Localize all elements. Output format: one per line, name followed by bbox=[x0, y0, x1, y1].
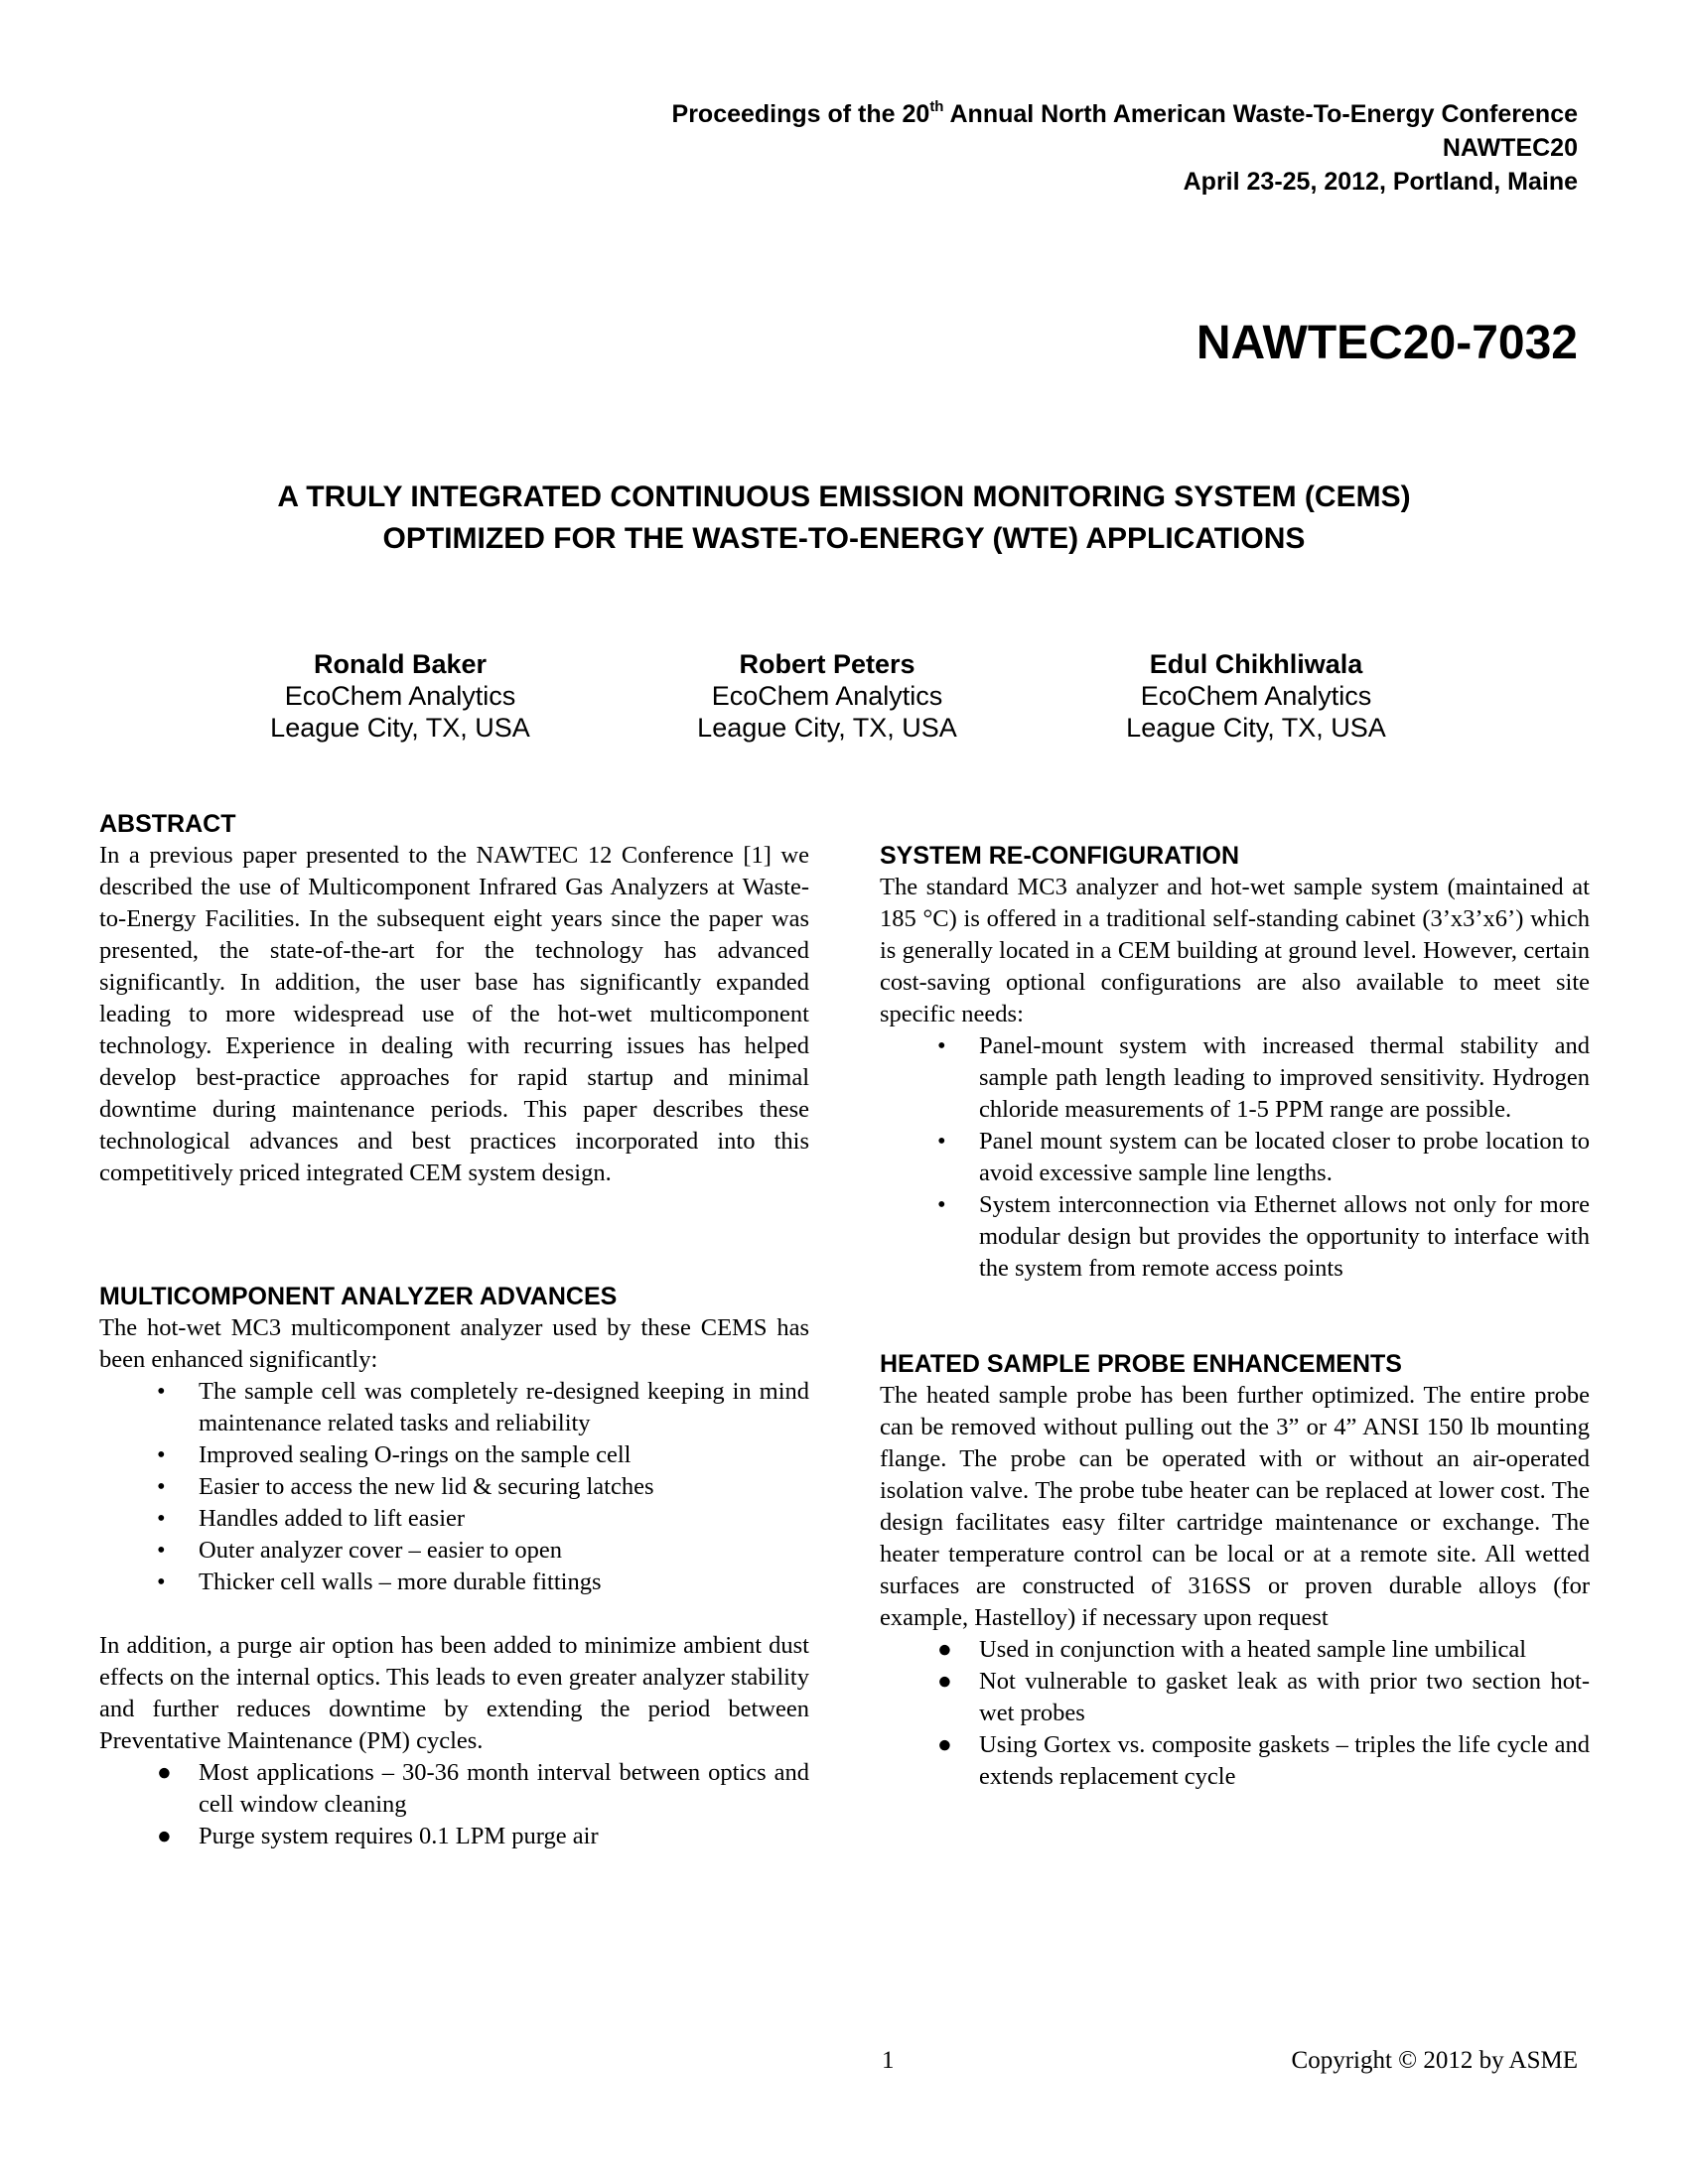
list-item: • Handles added to lift easier bbox=[99, 1503, 809, 1535]
conference-line-1: Proceedings of the 20th Annual North American Waste-To-Energy Conference bbox=[671, 97, 1578, 128]
author-location: League City, TX, USA bbox=[1126, 713, 1386, 743]
abstract-text: In a previous paper presented to the NAWTEC 12 Conference [1] we described the use of Multicomponent Infrared Gas Analyzers at Waste-to-Energy Facilities. In the subsequent eight years since the paper was presented, the state-of-the-art for the technology has advanced significantly. In addition, the user base has significantly expanded leading to more widespread use of the hot-wet multicomponent technology. Experience in dealing with recurring issues has helped develop best-practice approaches for rapid startup and minimal downtime during maintenance periods. This paper describes these technological advances and best practices incorporated into this competitively priced integrated CEM system design. bbox=[99, 842, 809, 1186]
bullet-icon: • bbox=[157, 1473, 166, 1500]
bullet-icon: ● bbox=[157, 1759, 172, 1786]
list-item: • Easier to access the new lid & securing latches bbox=[99, 1471, 809, 1503]
conference-line-3: April 23-25, 2012, Portland, Maine bbox=[1183, 168, 1578, 196]
probe-bullet-list bbox=[880, 1634, 1590, 1793]
analyzer-bullet-list-2 bbox=[99, 1757, 809, 1852]
author-name: Ronald Baker bbox=[313, 649, 488, 679]
author-affiliation: EcoChem Analytics bbox=[284, 681, 516, 711]
author-location: League City, TX, USA bbox=[697, 713, 957, 743]
list-item: • Thicker cell walls – more durable fittings bbox=[99, 1567, 809, 1598]
page-number: 1 bbox=[882, 2047, 895, 2074]
author-1 bbox=[192, 648, 609, 744]
list-item: ● Used in conjunction with a heated sample line umbilical bbox=[880, 1634, 1590, 1666]
reconfig-heading: SYSTEM RE-CONFIGURATION bbox=[880, 842, 1240, 870]
author-2 bbox=[619, 648, 1036, 744]
analyzer-intro: The hot-wet MC3 multicomponent analyzer used by these CEMS has been enhanced significantly: bbox=[99, 1314, 809, 1373]
author-location: League City, TX, USA bbox=[270, 713, 530, 743]
conference-line-2: NAWTEC20 bbox=[1442, 134, 1578, 162]
bullet-icon: ● bbox=[937, 1731, 952, 1758]
right-column bbox=[880, 840, 1590, 1793]
bullet-icon: • bbox=[937, 1191, 946, 1218]
analyzer-paragraph-2: In addition, a purge air option has been added to minimize ambient dust effects on the internal optics. This leads to even greater analyzer stability and further reduces downtime by extending the period between Preventative Maintenance (PM) cycles. bbox=[99, 1632, 809, 1754]
list-item: ● Using Gortex vs. composite gaskets – triples the life cycle and extends replacement cycle bbox=[937, 1731, 1590, 1790]
left-column bbox=[99, 808, 809, 1852]
probe-heading: HEATED SAMPLE PROBE ENHANCEMENTS bbox=[880, 1350, 1402, 1378]
bullet-icon: • bbox=[937, 1128, 946, 1155]
conference-header bbox=[486, 97, 1578, 199]
list-item: • System interconnection via Ethernet allows not only for more modular design but provides the opportunity to interface with the system from remote access points bbox=[937, 1191, 1590, 1282]
bullet-icon: • bbox=[157, 1378, 166, 1405]
list-item: • The sample cell was completely re-designed keeping in mind maintenance related tasks and reliability bbox=[157, 1378, 809, 1436]
analyzer-bullet-list bbox=[99, 1376, 809, 1598]
list-item: • Outer analyzer cover – easier to open bbox=[99, 1535, 809, 1567]
bullet-icon: • bbox=[157, 1569, 166, 1595]
bullet-icon: • bbox=[937, 1032, 946, 1059]
author-affiliation: EcoChem Analytics bbox=[711, 681, 943, 711]
reconfig-bullet-list bbox=[880, 1030, 1590, 1285]
paper-title bbox=[99, 477, 1589, 560]
abstract-heading: ABSTRACT bbox=[99, 810, 236, 838]
title-line-2: OPTIMIZED FOR THE WASTE-TO-ENERGY (WTE) APPLICATIONS bbox=[382, 522, 1306, 555]
paper-id: NAWTEC20-7032 bbox=[1196, 317, 1578, 369]
author-3 bbox=[1048, 648, 1465, 744]
bullet-icon: ● bbox=[937, 1668, 952, 1695]
list-item: ● Not vulnerable to gasket leak as with prior two section hot-wet probes bbox=[937, 1668, 1590, 1726]
list-item: • Improved sealing O-rings on the sample cell bbox=[99, 1439, 809, 1471]
copyright-notice: Copyright © 2012 by ASME bbox=[1291, 2047, 1578, 2074]
analyzer-heading: MULTICOMPONENT ANALYZER ADVANCES bbox=[99, 1283, 618, 1310]
bullet-icon: ● bbox=[937, 1636, 952, 1663]
author-affiliation: EcoChem Analytics bbox=[1140, 681, 1372, 711]
author-name: Edul Chikhliwala bbox=[1149, 649, 1363, 679]
bullet-icon: • bbox=[157, 1505, 166, 1532]
reconfig-intro: The standard MC3 analyzer and hot-wet sample system (maintained at 185 °C) is offered in a traditional self-standing cabinet (3’x3’x6’) which is generally located in a CEM building at ground level. However, certain cost-saving optional configurations are also available to meet site specific needs: bbox=[880, 874, 1590, 1027]
list-item: ● Purge system requires 0.1 LPM purge air bbox=[99, 1821, 809, 1852]
list-item: • Panel mount system can be located closer to probe location to avoid excessive sample line lengths. bbox=[937, 1128, 1590, 1186]
bullet-icon: ● bbox=[157, 1823, 172, 1849]
bullet-icon: • bbox=[157, 1441, 166, 1468]
list-item: • Panel-mount system with increased thermal stability and sample path length leading to improved sensitivity. Hydrogen chloride measurements of 1-5 PPM range are possible. bbox=[937, 1032, 1590, 1123]
list-item: ● Most applications – 30-36 month interval between optics and cell window cleaning bbox=[157, 1759, 809, 1818]
probe-intro: The heated sample probe has been further optimized. The entire probe can be removed without pulling out the 3” or 4” ANSI 150 lb mounting flange. The probe can be operated with or without an air-operated isolation valve. The probe tube heater can be replaced at lower cost. The design facilitates easy filter cartridge maintenance or exchange. The heater temperature control can be local or at a remote site. All wetted surfaces are constructed of 316SS or proven durable alloys (for example, Hastelloy) if necessary upon request bbox=[880, 1382, 1590, 1631]
title-line-1: A TRULY INTEGRATED CONTINUOUS EMISSION MONITORING SYSTEM (CEMS) bbox=[277, 480, 1411, 513]
author-name: Robert Peters bbox=[739, 649, 915, 679]
bullet-icon: • bbox=[157, 1537, 166, 1564]
